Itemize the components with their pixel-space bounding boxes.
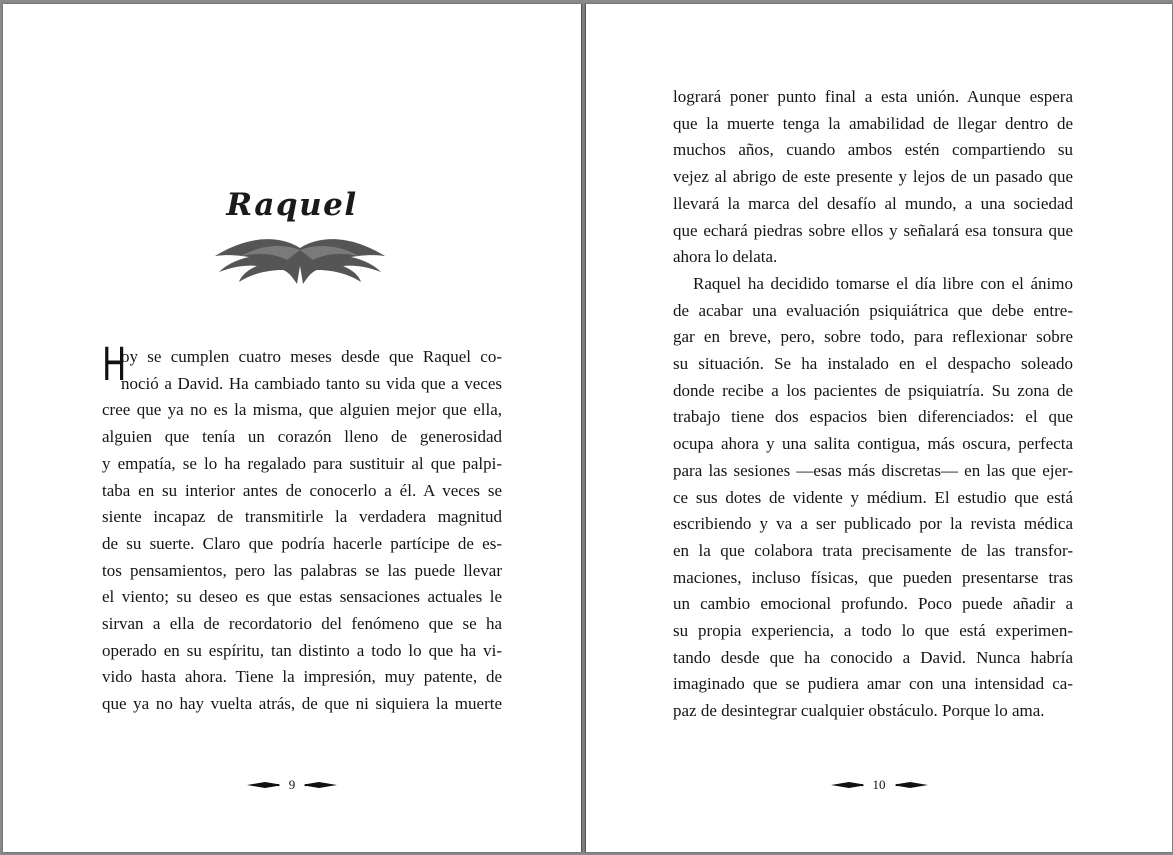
body-line: noció a David. Ha cambiado tanto su vida que a veces	[121, 373, 502, 393]
body-line: llevará la marca del desafío al mundo, a una sociedad	[673, 193, 1073, 213]
right-flourish-icon	[894, 780, 928, 790]
right-flourish-icon	[303, 780, 337, 790]
body-line: siente incapaz de transmitirle la verdadera magnitud	[102, 507, 502, 527]
page-number: 9	[288, 777, 296, 792]
page-number-footer	[586, 777, 1172, 793]
chapter-title: Raquel	[226, 187, 358, 223]
left-page-body	[102, 338, 502, 718]
body-line: paz de desintegrar cualquier obstáculo. Porque lo ama.	[673, 701, 1045, 721]
body-line: cree que ya no es la misma, que alguien mejor que ella,	[102, 400, 502, 420]
body-line: maciones, incluso físicas, que pueden presentarse tras	[673, 567, 1073, 587]
page-number-footer	[3, 777, 581, 793]
body-line: su situación. Se ha instalado en el despacho soleado	[673, 354, 1073, 374]
body-line: que echará piedras sobre ellos y señalará esa tonsura que	[673, 220, 1073, 240]
body-line: muchos años, cuando ambos estén compartiendo su	[673, 140, 1073, 160]
body-line: ahora lo delata.	[673, 247, 778, 267]
body-line: el viento; su deseo es que estas sensaciones actuales le	[102, 587, 502, 607]
body-line: en la que colabora trata precisamente de las transfor-	[673, 540, 1073, 560]
body-line: vido hasta ahora. Tiene la impresión, muy patente, de	[102, 667, 502, 687]
body-line: gar en breve, pero, sobre todo, para reflexionar sobre	[673, 327, 1073, 347]
body-line: vejez al abrigo de este presente y lejos de un pasado que	[673, 167, 1073, 187]
body-line: alguien que tenía un corazón lleno de generosidad	[102, 427, 502, 447]
body-line: taba en su interior antes de conocerlo a él. A veces se	[102, 480, 502, 500]
body-line: imaginado que se pudiera amar con una intensidad ca-	[673, 674, 1073, 694]
right-page-body	[673, 84, 1073, 725]
left-flourish-icon	[831, 780, 865, 790]
body-line: ocupa ahora y una salita contigua, más oscura, perfecta	[673, 434, 1073, 454]
left-page	[3, 4, 582, 852]
body-line: H oy se cumplen cuatro meses desde que Raquel co-	[102, 338, 502, 391]
body-line: tando desde que ha conocido a David. Nunca habría	[673, 647, 1073, 667]
wings-ornament-icon	[211, 226, 389, 286]
body-line: para las sesiones —esas más discretas— en las que ejer-	[673, 460, 1073, 480]
body-line: sirvan a ella de recordatorio del fenómeno que se ha	[102, 614, 502, 634]
drop-cap: H	[102, 338, 127, 391]
body-line: Raquel ha decidido tomarse el día libre con el ánimo	[693, 273, 1073, 293]
body-line: escribiendo y va a ser publicado por la revista médica	[673, 514, 1073, 534]
body-line: logrará poner punto final a esta unión. Aunque espera	[673, 87, 1073, 106]
body-line: y empatía, se lo ha regalado para sustituir al que palpi-	[102, 453, 502, 473]
body-line: donde recibe a los pacientes de psiquiatría. Su zona de	[673, 380, 1073, 400]
body-line: su propia experiencia, a todo lo que está experimen-	[673, 621, 1073, 641]
page-number: 10	[872, 777, 886, 792]
left-flourish-icon	[247, 780, 281, 790]
right-page	[585, 4, 1172, 852]
body-line: un cambio emocional profundo. Poco puede añadir a	[673, 594, 1073, 614]
body-line: de acabar una evaluación psiquiátrica que debe entre-	[673, 300, 1073, 320]
body-line: que ya no hay vuelta atrás, de que ni siquiera la muerte	[102, 694, 502, 714]
body-line: tos pensamientos, pero las palabras se las puede llevar	[102, 560, 502, 580]
body-line: ce sus dotes de vidente y médium. El estudio que está	[673, 487, 1073, 507]
body-line: de su suerte. Claro que podría hacerle partícipe de es-	[102, 533, 502, 553]
body-line: que la muerte tenga la amabilidad de llegar dentro de	[673, 113, 1073, 133]
body-line: trabajo tiene dos espacios bien diferenciados: el que	[673, 407, 1073, 427]
body-line: operado en su espíritu, tan distinto a todo lo que ha vi-	[102, 640, 502, 660]
